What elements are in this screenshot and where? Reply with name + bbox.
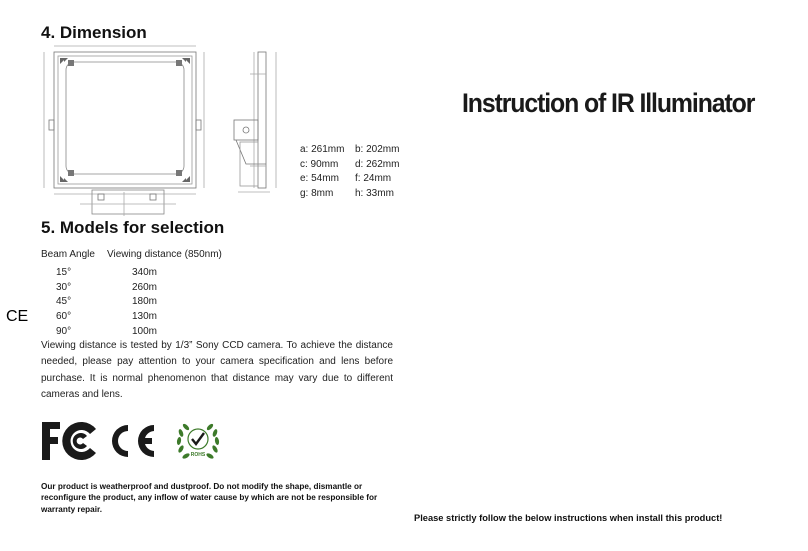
- table-row: [41, 265, 222, 280]
- beam-angle: 30°: [56, 281, 72, 293]
- beam-angle: 60°: [56, 311, 72, 323]
- dimension-f: f: 24mm: [355, 173, 392, 184]
- col-viewing-distance: Viewing distance (850nm): [107, 248, 222, 260]
- models-table-header: [41, 246, 222, 262]
- models-heading: 5. Models for selection: [41, 218, 225, 237]
- install-notice: Please strictly follow the below instructions when install this product!: [414, 513, 723, 523]
- table-row: [41, 309, 222, 324]
- dimension-e: e: 54mm: [300, 173, 339, 184]
- viewing-distance-note: Viewing distance is tested by 1/3” Sony CCD camera. To achieve the distance needed, please pay attention to your camera specification and lens before purchase. It is normal phenomenon that distance may vary due to different cameras and lens.: [41, 340, 393, 400]
- dimension-g: g: 8mm: [300, 187, 334, 199]
- dimension-b: b: 202mm: [355, 144, 400, 155]
- dimension-d: d: 262mm: [355, 158, 400, 170]
- beam-angle: 15°: [56, 266, 72, 278]
- dimension-row: [300, 158, 399, 173]
- page-title: Instruction of IR Illuminator: [462, 88, 755, 118]
- beam-angle: 45°: [56, 296, 72, 308]
- dimension-values: [300, 143, 399, 201]
- viewing-distance: 340m: [132, 266, 158, 278]
- dimension-drawing: [40, 44, 280, 220]
- viewing-distance: 130m: [132, 311, 158, 323]
- viewing-distance: 180m: [132, 296, 158, 308]
- front-view: [44, 46, 204, 216]
- side-view: [234, 52, 276, 192]
- warranty-warning: Our product is weatherproof and dustproof. Do not modify the shape, dismantle or reconfigure the product, any inflow of water cause by which are not be responsible for warranty repair.: [41, 482, 378, 514]
- table-row: [41, 324, 222, 339]
- dimension-row: [300, 187, 399, 202]
- dimension-heading: 4. Dimension: [41, 23, 147, 42]
- dimension-row: [300, 172, 399, 187]
- table-row: [41, 295, 222, 310]
- viewing-distance: 260m: [132, 281, 158, 293]
- rohs-logo: [174, 419, 222, 463]
- fcc-logo: [40, 420, 98, 462]
- dimension-c: c: 90mm: [300, 158, 339, 170]
- viewing-distance: 100m: [132, 326, 158, 338]
- dimension-a: a: 261mm: [300, 144, 345, 155]
- beam-angle: 90°: [56, 326, 72, 338]
- table-row: [41, 280, 222, 295]
- dimension-row: [300, 143, 399, 158]
- rohs-label: ROHS: [190, 452, 206, 458]
- dimension-h: h: 33mm: [355, 187, 394, 199]
- models-table: [41, 246, 222, 339]
- col-beam-angle: Beam Angle: [41, 248, 95, 260]
- ce-label: CE: [6, 308, 29, 325]
